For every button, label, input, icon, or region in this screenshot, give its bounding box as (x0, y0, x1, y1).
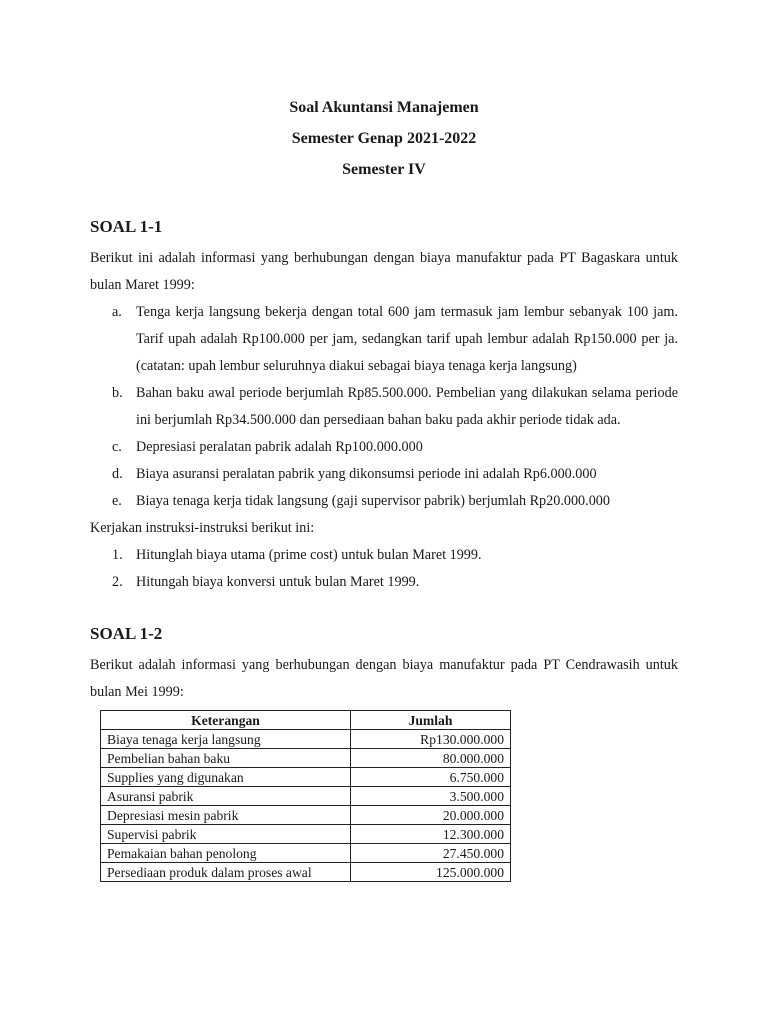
table-row (101, 844, 511, 863)
cost-table (100, 710, 511, 882)
list-marker: b. (112, 385, 123, 401)
table-row (101, 730, 511, 749)
table-row (101, 863, 511, 882)
list-item-text: Bahan baku awal periode berjumlah Rp85.500.000. Pembelian yang dilakukan selama periode ini berjumlah Rp34.500.000 dan persediaan bahan baku pada akhir periode tidak ada. (136, 385, 678, 428)
table-cell-jumlah: 80.000.000 (351, 749, 511, 768)
list-marker: 1. (112, 547, 123, 563)
list-item-text: Hitunglah biaya utama (prime cost) untuk bulan Maret 1999. (136, 547, 482, 563)
list-item (90, 488, 678, 515)
table-header-row (101, 711, 511, 730)
list-item-text: Biaya asuransi peralatan pabrik yang dikonsumsi periode ini adalah Rp6.000.000 (136, 466, 597, 482)
semester-line: Semester Genap 2021-2022 (291, 130, 477, 147)
list-item (90, 380, 678, 434)
section-heading-soal-1-1: SOAL 1-1 (90, 217, 163, 236)
list-item (90, 542, 678, 569)
soal-1-2-intro: Berikut adalah informasi yang berhubungan dengan biaya manufaktur pada PT Cendrawasih untuk bulan Mei 1999: (90, 657, 678, 700)
list-marker: a. (112, 304, 122, 320)
document-page (90, 92, 678, 882)
table-row (101, 806, 511, 825)
list-marker: e. (112, 493, 122, 509)
table-cell-keterangan: Pembelian bahan baku (101, 749, 351, 768)
column-header-keterangan: Keterangan (101, 711, 351, 730)
table-cell-jumlah: 20.000.000 (351, 806, 511, 825)
soal-1-1-item-list (90, 299, 678, 515)
column-header-jumlah: Jumlah (351, 711, 511, 730)
soal-1-1-instruction: Kerjakan instruksi-instruksi berikut ini: (90, 520, 315, 536)
list-item (90, 299, 678, 380)
table-row (101, 787, 511, 806)
table-cell-jumlah: 12.300.000 (351, 825, 511, 844)
table-cell-keterangan: Supervisi pabrik (101, 825, 351, 844)
table-row (101, 768, 511, 787)
list-item (90, 434, 678, 461)
table-cell-keterangan: Pemakaian bahan penolong (101, 844, 351, 863)
table-row (101, 825, 511, 844)
section-heading-soal-1-2: SOAL 1-2 (90, 624, 163, 643)
list-item (90, 569, 678, 596)
table-cell-jumlah: 6.750.000 (351, 768, 511, 787)
list-item-text: Depresiasi peralatan pabrik adalah Rp100.000.000 (136, 439, 423, 455)
list-marker: c. (112, 439, 122, 455)
list-item-text: Biaya tenaga kerja tidak langsung (gaji supervisor pabrik) berjumlah Rp20.000.000 (136, 493, 610, 509)
list-item-text: Hitungah biaya konversi untuk bulan Maret 1999. (136, 574, 420, 590)
table-cell-jumlah: Rp130.000.000 (351, 730, 511, 749)
list-item (90, 461, 678, 488)
table-cell-jumlah: 27.450.000 (351, 844, 511, 863)
table-cell-jumlah: 3.500.000 (351, 787, 511, 806)
document-title: Soal Akuntansi Manajemen (289, 99, 479, 116)
table-cell-keterangan: Persediaan produk dalam proses awal (101, 863, 351, 882)
soal-1-1-task-list (90, 542, 678, 596)
table-cell-jumlah: 125.000.000 (351, 863, 511, 882)
soal-1-1-intro: Berikut ini adalah informasi yang berhubungan dengan biaya manufaktur pada PT Bagaskara untuk bulan Maret 1999: (90, 250, 678, 293)
level-line: Semester IV (342, 161, 426, 178)
list-item-text: Tenga kerja langsung bekerja dengan total 600 jam termasuk jam lembur sebanyak 100 jam. Tarif upah adalah Rp100.000 per jam, sedangkan tarif upah lembur adalah Rp150.000 per ja. (catatan: upah lembur seluruhnya diakui sebagai biaya tenaga kerja langsung) (136, 304, 678, 374)
table-cell-keterangan: Depresiasi mesin pabrik (101, 806, 351, 825)
table-cell-keterangan: Biaya tenaga kerja langsung (101, 730, 351, 749)
table-row (101, 749, 511, 768)
table-cell-keterangan: Supplies yang digunakan (101, 768, 351, 787)
list-marker: d. (112, 466, 123, 482)
table-cell-keterangan: Asuransi pabrik (101, 787, 351, 806)
list-marker: 2. (112, 574, 123, 590)
